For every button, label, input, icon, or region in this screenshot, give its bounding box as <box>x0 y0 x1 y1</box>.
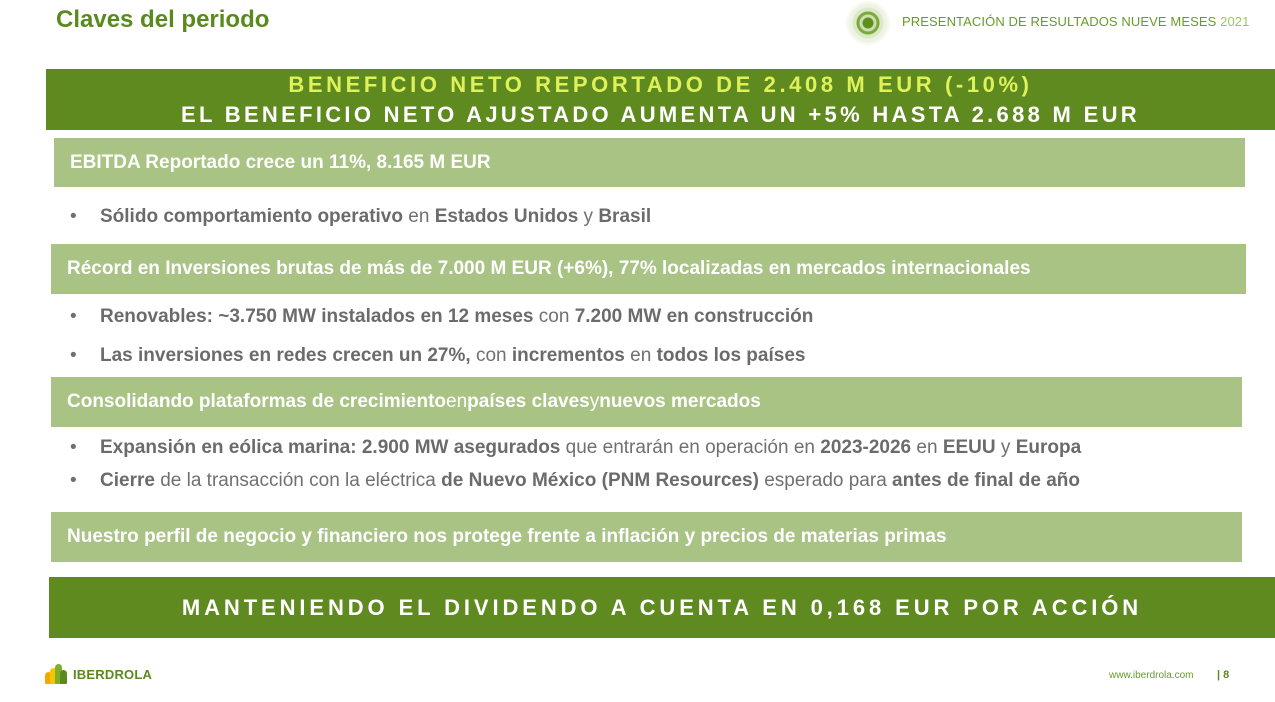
bullet-text: Europa <box>1015 437 1082 458</box>
list-item <box>70 437 1081 459</box>
business-profile-heading <box>51 512 1242 562</box>
ebitda-heading-text: EBITDA Reportado crece un 11%, 8.165 M EUR <box>70 151 491 173</box>
bullet-text: incrementos <box>511 345 625 366</box>
investment-heading-text: Récord en Inversiones brutas de más de 7.000 M EUR (+6%), 77% localizadas en mercados internacionales <box>67 258 1031 279</box>
presentation-label <box>902 14 1249 29</box>
net-profit-adjusted: EL BENEFICIO NETO AJUSTADO AUMENTA UN +5% HASTA 2.688 M EUR <box>181 102 1140 127</box>
heading-text: en <box>446 391 468 412</box>
bullet-text: con <box>470 345 512 366</box>
list-item <box>70 470 1080 492</box>
bullet-text: Estados Unidos <box>434 206 579 227</box>
bullet-icon: • <box>70 306 77 327</box>
bullet-text: de Nuevo México (PNM Resources) <box>441 470 759 491</box>
bullet-text: que entrarán en operación en <box>560 437 821 458</box>
page-title: Claves del periodo <box>56 6 270 33</box>
iberdrola-logo-icon <box>45 664 69 684</box>
bullet-text: de la transacción con la eléctrica <box>154 470 442 491</box>
bullet-text: Cierre <box>100 470 155 491</box>
list-item <box>70 206 651 228</box>
bullet-text: en <box>911 437 943 458</box>
bullet-text: Sólido comportamiento operativo <box>100 206 403 227</box>
bullet-icon: • <box>70 206 77 227</box>
bullet-text: 2023-2026 <box>820 437 912 458</box>
page-number: | 8 <box>1217 669 1230 681</box>
bullet-icon: • <box>70 470 77 491</box>
growth-platforms-heading <box>51 377 1242 427</box>
list-item <box>70 345 805 367</box>
heading-text: nuevos mercados <box>599 391 761 412</box>
bullet-text: Expansión en eólica marina: 2.900 MW asegurados <box>100 437 561 458</box>
heading-text: Consolidando plataformas de crecimiento <box>67 391 447 412</box>
list-item <box>70 306 813 328</box>
bullet-text: en <box>624 345 657 366</box>
bullet-text: 7.200 MW en construcción <box>574 306 814 327</box>
dividend-banner: MANTENIENDO EL DIVIDENDO A CUENTA EN 0,168 EUR POR ACCIÓN <box>49 577 1275 638</box>
bullet-text: Renovables: ~3.750 MW instalados en 12 meses <box>100 306 534 327</box>
presentation-year: 2021 <box>1220 14 1250 29</box>
ebitda-heading <box>54 138 1245 187</box>
bullet-text: y <box>995 437 1016 458</box>
bullet-text: antes de final de año <box>892 470 1080 491</box>
heading-text: países claves <box>467 391 590 412</box>
business-profile-heading-text: Nuestro perfil de negocio y financiero nos protege frente a inflación y precios de materias primas <box>67 526 947 547</box>
net-profit-reported: BENEFICIO NETO REPORTADO DE 2.408 M EUR (-10%) <box>288 72 1033 97</box>
bullet-text: con <box>533 306 575 327</box>
bullet-icon: • <box>70 437 77 458</box>
bullet-icon: • <box>70 345 77 366</box>
bullet-text: y <box>578 206 599 227</box>
bullet-text: Brasil <box>598 206 652 227</box>
iberdrola-logo-text: IBERDROLA <box>73 666 153 682</box>
bullet-text: EEUU <box>942 437 996 458</box>
bullet-text: todos los países <box>656 345 806 366</box>
net-profit-banner <box>46 69 1275 130</box>
investment-heading <box>51 244 1246 294</box>
footer-url-link[interactable]: www.iberdrola.com <box>1109 670 1194 681</box>
bullet-text: esperado para <box>758 470 893 491</box>
bullet-text: en <box>402 206 435 227</box>
presentation-label-text: PRESENTACIÓN DE RESULTADOS NUEVE MESES <box>902 14 1217 29</box>
iberdrola-logo <box>45 664 152 684</box>
header-logo-icon <box>846 1 890 45</box>
bullet-text: Las inversiones en redes crecen un 27%, <box>100 345 471 366</box>
heading-text: y <box>589 391 600 412</box>
